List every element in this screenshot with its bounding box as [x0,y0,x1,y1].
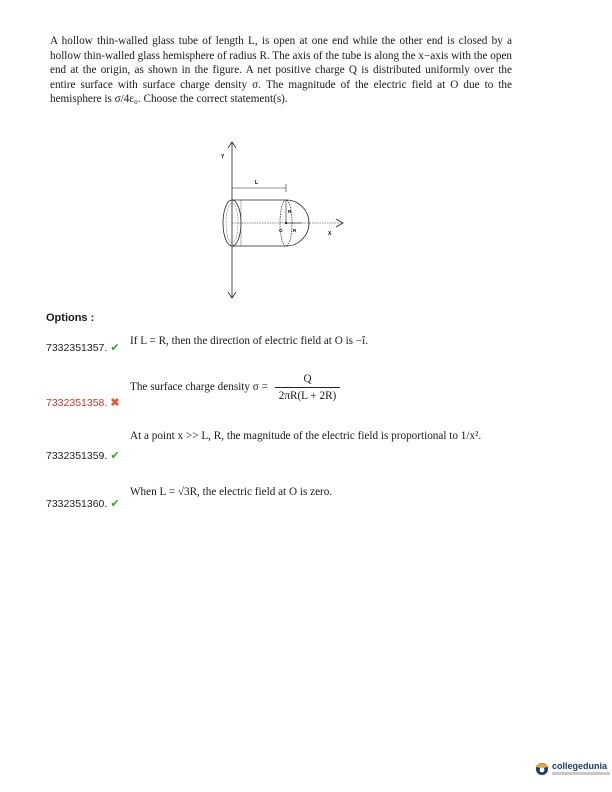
option-1-number: 7332351357. [46,342,108,354]
x-axis-label: X [328,231,332,237]
option-3-number: 7332351359. [46,450,108,462]
cross-icon: ✖ [110,397,120,409]
length-label: L [255,180,259,186]
logo-tagline [552,772,610,775]
logo-text: collegedunia [552,761,608,771]
option-3-text[interactable]: At a point x >> L, R, the magnitude of the electric field is proportional to 1/x². [130,430,482,442]
option-2-text[interactable] [130,372,540,403]
check-icon: ✔ [110,342,120,354]
radius-label-bottom: R [293,228,297,233]
graduation-cap-icon [534,760,550,776]
radius-label-top: R [288,209,292,214]
option-1-id [46,341,120,354]
fraction-denominator: 2πR(L + 2R) [275,387,341,403]
check-icon: ✔ [110,498,120,510]
y-axis-label: Y [221,154,225,160]
check-icon: ✔ [110,450,120,462]
question-text: A hollow thin-walled glass tube of length L, is open at one end while the other end is closed by a hollow thin-walled glass hemisphere of radius R. The axis of the tube is along the x−axis with the open end at the origin, as shown in the figure. A net positive charge Q is distributed uniformly over the entire surface with surface charge density σ. The magnitude of the electric field at O due to the hemisphere is σ/4ε₀. Choose the correct statement(s). [50,35,512,106]
tube-hemisphere-figure [210,140,360,302]
option-2-number: 7332351358. [46,397,108,409]
option-4-id [46,497,120,510]
options-heading: Options : [46,312,95,324]
option-3-id [46,449,120,462]
option-1-text[interactable]: If L = R, then the direction of electric field at O is −î. [130,335,369,347]
option-4-text[interactable]: When L = √3R, the electric field at O is zero. [130,486,333,498]
option-2-prefix: The surface charge density σ = [130,381,268,394]
option-4-number: 7332351360. [46,498,108,510]
origin-label: O [279,228,283,233]
collegedunia-logo[interactable] [534,760,610,776]
option-2-id [46,396,120,409]
fraction-numerator: Q [303,373,312,385]
surface-density-fraction [275,372,341,403]
